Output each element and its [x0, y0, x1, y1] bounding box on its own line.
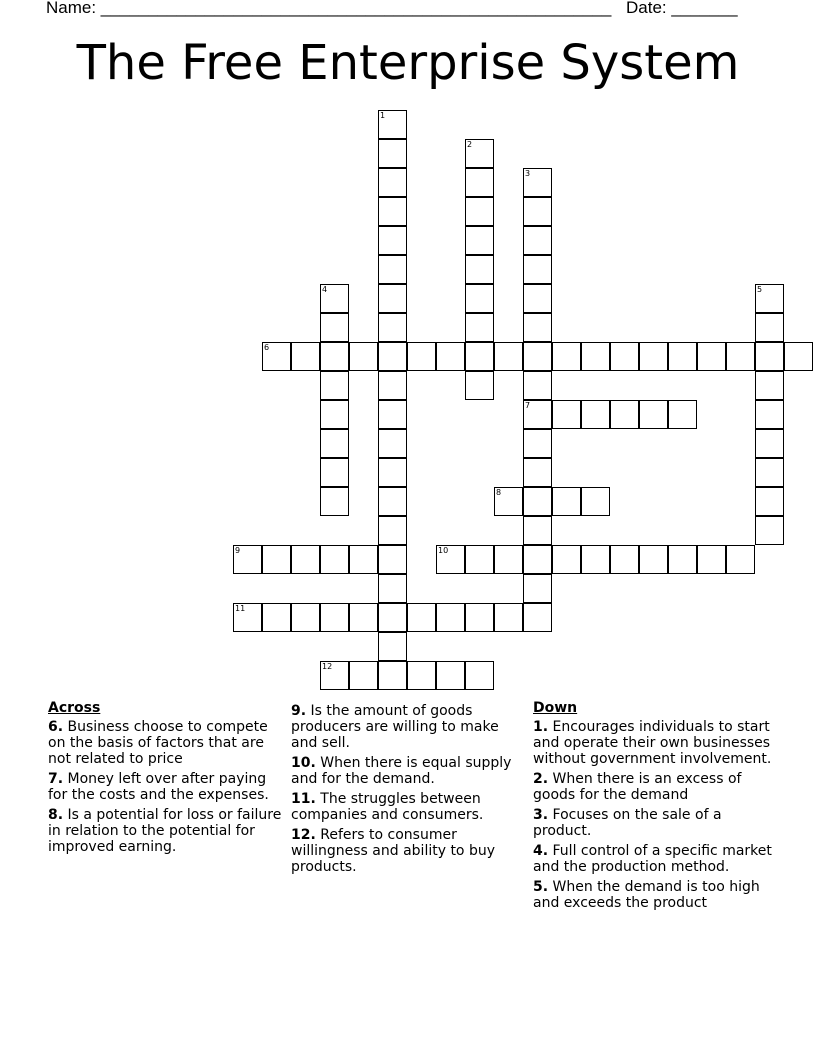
grid-cell[interactable] — [378, 458, 407, 487]
grid-cell[interactable] — [378, 110, 407, 139]
clue-number: 8 — [496, 488, 502, 497]
clue-across-9: 9. Is the amount of goods producers are willing to make and sell. — [291, 703, 499, 751]
grid-cell[interactable] — [755, 342, 784, 371]
grid-cell[interactable] — [523, 603, 552, 632]
grid-cell[interactable] — [378, 313, 407, 342]
grid-cell[interactable] — [523, 458, 552, 487]
grid-cell[interactable] — [523, 516, 552, 545]
grid-cell[interactable] — [320, 400, 349, 429]
grid-cell[interactable] — [552, 342, 581, 371]
grid-cell[interactable] — [494, 487, 523, 516]
grid-cell[interactable] — [523, 371, 552, 400]
clue-number: 10 — [438, 546, 449, 555]
grid-cell[interactable] — [494, 545, 523, 574]
clue-number: 2 — [467, 140, 473, 149]
grid-cell[interactable] — [349, 342, 378, 371]
grid-cell[interactable] — [320, 487, 349, 516]
grid-cell[interactable] — [523, 313, 552, 342]
grid-cell[interactable] — [523, 168, 552, 197]
clue-number: 11 — [235, 604, 246, 613]
clue-down-3: 3. Focuses on the sale of a product. — [533, 807, 722, 839]
grid-cell[interactable] — [262, 603, 291, 632]
date-field: Date: _______ — [626, 0, 738, 17]
grid-cell[interactable] — [378, 429, 407, 458]
grid-cell[interactable] — [523, 226, 552, 255]
grid-cell[interactable] — [784, 342, 813, 371]
clue-number: 1 — [380, 111, 386, 120]
grid-cell[interactable] — [465, 603, 494, 632]
grid-cell[interactable] — [465, 255, 494, 284]
grid-cell[interactable] — [668, 342, 697, 371]
clue-down-1: 1. Encourages individuals to start and operate their own businesses without government involvement. — [533, 719, 772, 767]
clue-number: 7 — [525, 401, 531, 410]
grid-cell[interactable] — [465, 545, 494, 574]
grid-cell[interactable] — [378, 284, 407, 313]
grid-cell[interactable] — [523, 400, 552, 429]
grid-cell[interactable] — [581, 545, 610, 574]
grid-cell[interactable] — [465, 342, 494, 371]
grid-cell[interactable] — [465, 661, 494, 690]
grid-cell[interactable] — [378, 342, 407, 371]
grid-cell[interactable] — [320, 458, 349, 487]
grid-cell[interactable] — [378, 197, 407, 226]
grid-cell[interactable] — [639, 400, 668, 429]
grid-cell[interactable] — [378, 661, 407, 690]
grid-cell[interactable] — [523, 429, 552, 458]
grid-cell[interactable] — [465, 197, 494, 226]
grid-cell[interactable] — [552, 545, 581, 574]
grid-cell[interactable] — [610, 545, 639, 574]
grid-cell[interactable] — [755, 429, 784, 458]
grid-cell[interactable] — [436, 545, 465, 574]
clue-down-5: 5. When the demand is too high and exceeds the product — [533, 879, 760, 911]
grid-cell[interactable] — [755, 458, 784, 487]
clue-down-2: 2. When there is an excess of goods for the demand — [533, 771, 742, 803]
clue-across-6: 6. Business choose to compete on the basis of factors that are not related to price — [48, 719, 268, 767]
grid-cell[interactable] — [552, 487, 581, 516]
clue-across-10: 10. When there is equal supply and for the demand. — [291, 755, 512, 787]
grid-cell[interactable] — [552, 400, 581, 429]
grid-cell[interactable] — [465, 226, 494, 255]
grid-cell[interactable] — [523, 255, 552, 284]
grid-cell[interactable] — [755, 516, 784, 545]
grid-cell[interactable] — [523, 197, 552, 226]
grid-cell[interactable] — [639, 545, 668, 574]
grid-cell[interactable] — [320, 313, 349, 342]
clue-number: 4 — [322, 285, 328, 294]
across-heading: Across — [48, 700, 101, 716]
clue-across-8: 8. Is a potential for loss or failure in relation to the potential for improved earning. — [48, 807, 282, 855]
grid-cell[interactable] — [320, 342, 349, 371]
grid-cell[interactable] — [494, 342, 523, 371]
grid-cell[interactable] — [465, 284, 494, 313]
grid-cell[interactable] — [581, 487, 610, 516]
grid-cell[interactable] — [378, 400, 407, 429]
grid-cell[interactable] — [378, 371, 407, 400]
across-column-1 — [48, 700, 283, 859]
grid-cell[interactable] — [436, 342, 465, 371]
grid-cell[interactable] — [523, 284, 552, 313]
grid-cell[interactable] — [320, 661, 349, 690]
clue-number: 12 — [322, 662, 333, 671]
name-field: Name: ______________________________________________________ — [46, 0, 612, 17]
grid-cell[interactable] — [755, 487, 784, 516]
clue-across-7: 7. Money left over after paying for the costs and the expenses. — [48, 771, 269, 803]
grid-cell[interactable] — [320, 429, 349, 458]
grid-cell[interactable] — [233, 603, 262, 632]
grid-cell[interactable] — [349, 603, 378, 632]
grid-cell[interactable] — [349, 661, 378, 690]
grid-cell[interactable] — [523, 574, 552, 603]
grid-cell[interactable] — [407, 342, 436, 371]
grid-cell[interactable] — [523, 487, 552, 516]
grid-cell[interactable] — [610, 342, 639, 371]
grid-cell[interactable] — [233, 545, 262, 574]
grid-cell[interactable] — [436, 661, 465, 690]
grid-cell[interactable] — [378, 574, 407, 603]
clue-number: 6 — [264, 343, 270, 352]
grid-cell[interactable] — [668, 545, 697, 574]
grid-cell[interactable] — [465, 139, 494, 168]
grid-cell[interactable] — [581, 342, 610, 371]
down-heading: Down — [533, 700, 578, 716]
grid-cell[interactable] — [697, 342, 726, 371]
page-title: The Free Enterprise System — [76, 35, 740, 91]
grid-cell[interactable] — [378, 545, 407, 574]
grid-cell[interactable] — [436, 603, 465, 632]
clue-down-4: 4. Full control of a specific market and the production method. — [533, 843, 772, 875]
grid-cell[interactable] — [668, 400, 697, 429]
grid-cell[interactable] — [349, 545, 378, 574]
grid-cell[interactable] — [320, 371, 349, 400]
grid-cell[interactable] — [262, 342, 291, 371]
grid-cell[interactable] — [523, 545, 552, 574]
grid-cell[interactable] — [755, 284, 784, 313]
grid-cell[interactable] — [320, 545, 349, 574]
grid-cell[interactable] — [291, 603, 320, 632]
across-column-2 — [291, 703, 526, 879]
down-column — [533, 700, 773, 915]
grid-cell[interactable] — [378, 632, 407, 661]
grid-cell[interactable] — [465, 313, 494, 342]
grid-cell[interactable] — [320, 284, 349, 313]
grid-cell[interactable] — [378, 516, 407, 545]
grid-cell[interactable] — [378, 255, 407, 284]
grid-cell[interactable] — [378, 168, 407, 197]
clue-number: 3 — [525, 169, 531, 178]
grid-cell[interactable] — [726, 342, 755, 371]
grid-cell[interactable] — [320, 603, 349, 632]
grid-cell[interactable] — [610, 400, 639, 429]
grid-cell[interactable] — [378, 487, 407, 516]
grid-cell[interactable] — [755, 313, 784, 342]
grid-cell[interactable] — [494, 603, 523, 632]
grid-cell[interactable] — [291, 342, 320, 371]
grid-cell[interactable] — [378, 139, 407, 168]
grid-cell[interactable] — [291, 545, 320, 574]
clue-number: 5 — [757, 285, 763, 294]
grid-cell[interactable] — [755, 400, 784, 429]
clue-across-11: 11. The struggles between companies and consumers. — [291, 791, 484, 823]
grid-cell[interactable] — [407, 603, 436, 632]
grid-cell[interactable] — [755, 371, 784, 400]
grid-cell[interactable] — [262, 545, 291, 574]
grid-cell[interactable] — [378, 226, 407, 255]
grid-cell[interactable] — [378, 603, 407, 632]
grid-cell[interactable] — [697, 545, 726, 574]
clue-number: 9 — [235, 546, 241, 555]
grid-cell[interactable] — [639, 342, 668, 371]
clue-across-12: 12. Refers to consumer willingness and ability to buy products. — [291, 827, 495, 875]
grid-cell[interactable] — [465, 168, 494, 197]
grid-cell[interactable] — [581, 400, 610, 429]
grid-cell[interactable] — [407, 661, 436, 690]
grid-cell[interactable] — [726, 545, 755, 574]
grid-cell[interactable] — [465, 371, 494, 400]
grid-cell[interactable] — [523, 342, 552, 371]
